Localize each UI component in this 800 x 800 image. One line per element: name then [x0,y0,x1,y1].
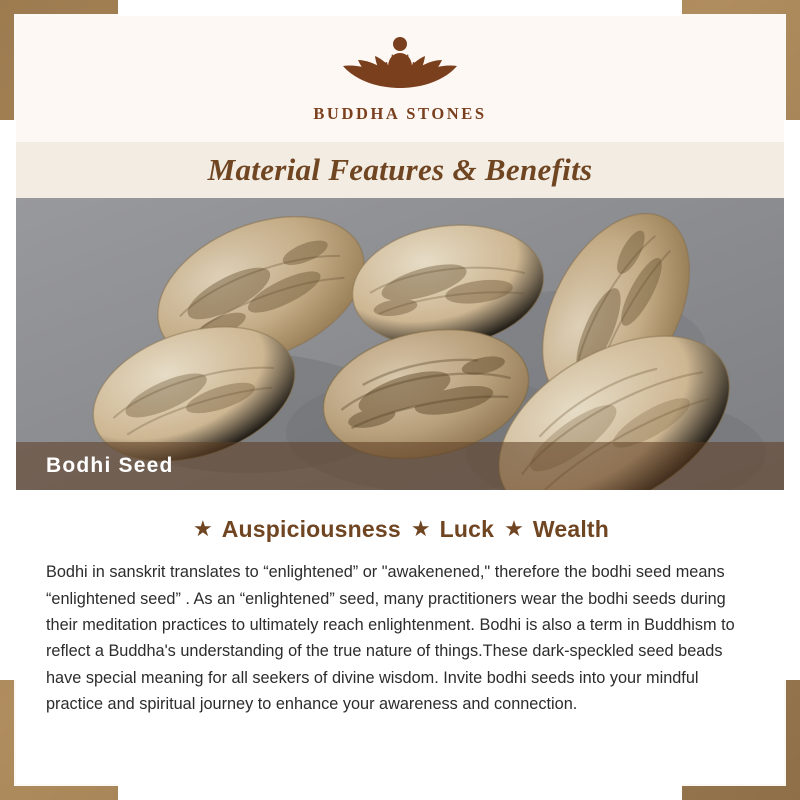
page-title: Material Features & Benefits [207,152,593,187]
photo-caption-strip [16,442,784,490]
title-banner [16,142,784,198]
content-section [16,490,784,784]
brand-header [16,16,784,142]
star-icon: ★ [192,515,213,541]
brand-name: BUDDHA STONES [313,104,487,123]
benefits-row [46,516,756,543]
frame-notch-right [782,120,800,680]
frame-notch-bottom [118,782,682,800]
description-text: Bodhi in sanskrit translates to “enlightened” or "awakenened," therefore the bodhi seed means “enlightened seed” . As an “enlightened” seed, many practitioners wear the bodhi seeds during their meditation practices to ultimately reach enlightenment. Bodhi is also a term in Buddhism to reflect a Buddha's understanding of the true nature of things.These dark-speckled seed beads have special meaning for all seekers of divine wisdom. Invite bodhi seeds into your mindful practice and spiritual journey to enhance your awareness and connection. [46,563,735,714]
benefit-item [193,516,401,543]
benefit-label: Auspiciousness [221,516,401,542]
star-icon: ★ [504,515,524,541]
benefit-label: Luck [439,516,495,542]
photo-caption: Bodhi Seed [46,454,174,477]
benefit-label: Wealth [532,516,610,542]
star-icon: ★ [410,515,431,541]
benefit-item [411,516,494,543]
lotus-meditation-figure-icon [315,28,485,102]
benefit-item [504,516,609,543]
